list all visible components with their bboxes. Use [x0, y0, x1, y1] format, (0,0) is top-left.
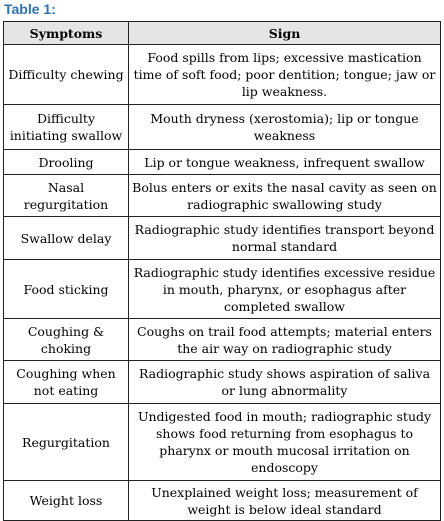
symptom-cell: Regurgitation: [4, 404, 129, 481]
table-row: [4, 319, 441, 361]
table-row: [4, 45, 441, 105]
table-row: [4, 217, 441, 260]
sign-cell: Radiographic study identifies excessive residue in mouth, pharynx, or esophagus after completed swallow: [129, 260, 441, 319]
table-row: [4, 361, 441, 404]
table-row: [4, 481, 441, 521]
table-caption: Table 1:: [4, 1, 56, 17]
header-symptoms: Symptoms: [4, 22, 129, 45]
symptom-cell: Difficulty chewing: [4, 45, 129, 105]
symptom-cell: Drooling: [4, 150, 129, 175]
table-row: [4, 105, 441, 150]
table-header-row: [4, 22, 441, 45]
symptoms-table: [3, 21, 441, 521]
symptom-cell: Swallow delay: [4, 217, 129, 260]
sign-cell: Coughs on trail food attempts; material enters the air way on radiographic study: [129, 319, 441, 361]
symptom-cell: Nasal regurgitation: [4, 175, 129, 217]
table-row: [4, 150, 441, 175]
sign-cell: Unexplained weight loss; measurement of weight is below ideal standard: [129, 481, 441, 521]
sign-cell: Radiographic study shows aspiration of saliva or lung abnormality: [129, 361, 441, 404]
sign-cell: Mouth dryness (xerostomia); lip or tongue weakness: [129, 105, 441, 150]
header-sign: Sign: [129, 22, 441, 45]
table-row: [4, 260, 441, 319]
sign-cell: Bolus enters or exits the nasal cavity as seen on radiographic swallowing study: [129, 175, 441, 217]
symptom-cell: Difficulty initiating swallow: [4, 105, 129, 150]
sign-cell: Undigested food in mouth; radiographic study shows food returning from esophagus to pharynx or mouth mucosal irritation on endoscopy: [129, 404, 441, 481]
symptom-cell: Coughing when not eating: [4, 361, 129, 404]
sign-cell: Food spills from lips; excessive mastication time of soft food; poor dentition; tongue; jaw or lip weakness.: [129, 45, 441, 105]
symptom-cell: Weight loss: [4, 481, 129, 521]
table-row: [4, 404, 441, 481]
symptom-cell: Food sticking: [4, 260, 129, 319]
sign-cell: Lip or tongue weakness, infrequent swallow: [129, 150, 441, 175]
sign-cell: Radiographic study identifies transport beyond normal standard: [129, 217, 441, 260]
symptom-cell: Coughing & choking: [4, 319, 129, 361]
table-row: [4, 175, 441, 217]
